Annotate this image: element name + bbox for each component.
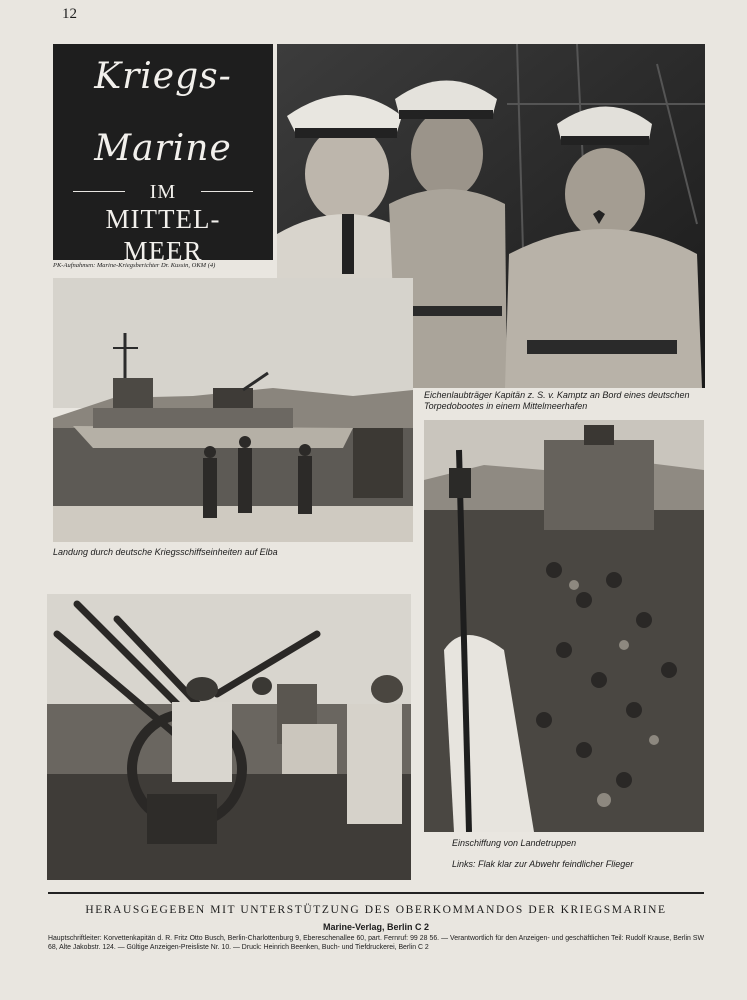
footer-headline: HERAUSGEGEBEN MIT UNTERSTÜTZUNG DES OBERKOMMANDOS DER KRIEGSMARINE — [85, 904, 667, 916]
title-im: IM — [149, 181, 177, 203]
caption-landing: Landung durch deutsche Kriegsschiffseinheiten auf Elba — [53, 547, 278, 557]
photo-landing — [53, 278, 413, 542]
photo-credit: PK-Aufnahmen: Marine-Kriegsberichter Dr. Kussin, OKM (4) — [53, 262, 216, 269]
footer-imprint: Hauptschriftleiter: Korvettenkapitän d. R. Fritz Otto Busch, Berlin-Charlottenburg 9, Ebereschenallee 60, part. Fernruf: 99 28 56. — Verantwortlich für den Anzeigen- und geschäftlichen Teil: Rudolf Krause, Berlin SW 68, Alte Jakobstr. 124. — Gültige Anzeigen-Preisliste Nr. 10. — Druck: Heinrich Beenken, Buch- und Tiefdruckerei, Berlin C 2 — [48, 935, 704, 951]
footer-publisher: Marine-Verlag, Berlin C 2 — [322, 922, 430, 932]
title-script-line1: Kriegs- — [94, 56, 232, 97]
caption-officers: Eichenlaubträger Kapitän z. S. v. Kamptz an Bord eines deutschen Torpedobootes in einem Mittelmeerhafen — [424, 390, 690, 411]
title-meer: MEER — [123, 236, 203, 266]
photo-flak — [47, 594, 411, 880]
caption-flak: Links: Flak klar zur Abwehr feindlicher Flieger — [452, 859, 634, 869]
caption-embark: Einschiffung von Landetruppen — [452, 838, 577, 848]
page-number: 12 — [62, 6, 77, 22]
footer-rule-top — [48, 892, 704, 894]
title-mittel: MITTEL- — [105, 204, 221, 234]
title-script-line2: Marine — [94, 128, 232, 169]
photo-embark — [424, 420, 704, 832]
